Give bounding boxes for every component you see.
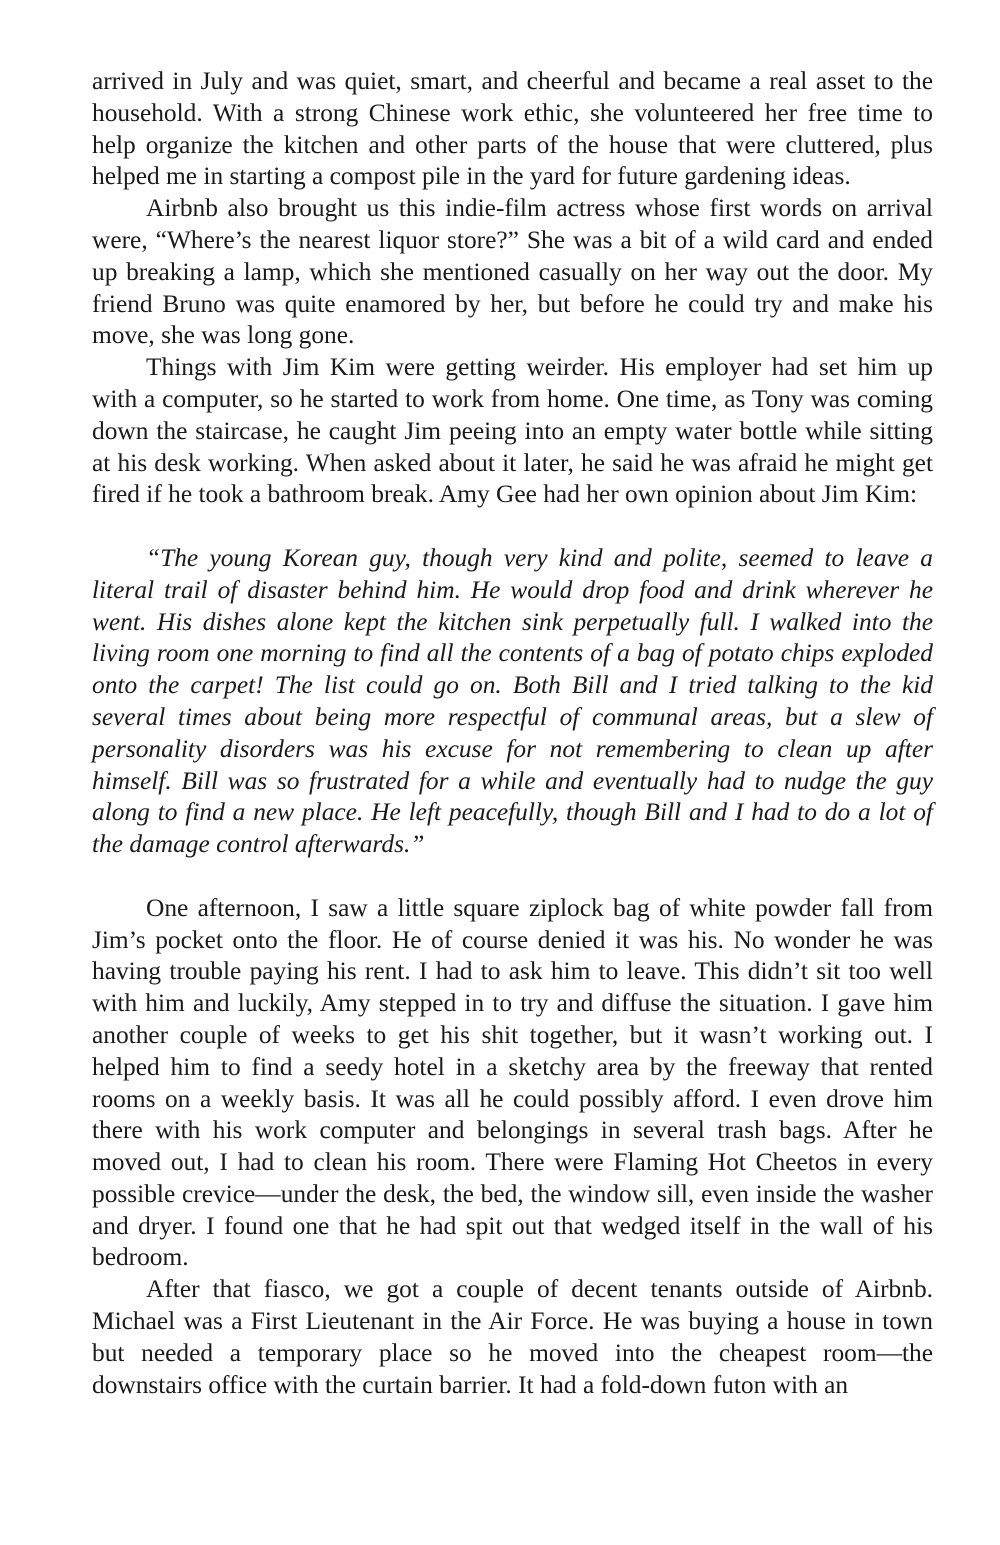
paragraph-jim-kim: Things with Jim Kim were getting weirder. His employer had set him up with a computer, so he started to work from home. One time, as Tony was coming down the staircase, he caught Jim peeing into an empty water bottle while sitting at his desk working. When asked about it later, he said he was afraid he might get fired if he took a bathroom break. Amy Gee had her own opinion about Jim Kim:	[92, 353, 933, 509]
paragraph-continuation: arrived in July and was quiet, smart, and cheerful and became a real asset to the household. With a strong Chinese work ethic, she volunteered her free time to help organize the kitchen and other parts of the house that were cluttered, plus helped me in starting a compost pile in the yard for future gardening ideas.	[92, 67, 933, 191]
paragraph-ziplock-bag: One afternoon, I saw a little square ziplock bag of white powder fall from Jim’s pocket onto the floor. He of course denied it was his. No wonder he was having trouble paying his rent. I had to ask him to leave. This didn’t sit too well with him and luckily, Amy stepped in to try and diffuse the situation. I gave him another couple of weeks to get his shit together, but it wasn’t working out. I helped him to find a seedy hotel in a sketchy area by the freeway that rented rooms on a weekly basis. It was all he could possibly afford. I even drove him there with his work computer and belongings in several trash bags. After he moved out, I had to clean his room. There were Flaming Hot Cheetos in every possible crevice—under the desk, the bed, the window sill, even inside the washer and dryer. I found one that he had spit out that wedged itself in the wall of his bedroom.	[92, 893, 933, 1272]
paragraph-airbnb-actress: Airbnb also brought us this indie-film actress whose first words on arrival were, “Where’s the nearest liquor store?” She was a bit of a wild card and ended up breaking a lamp, which she mentioned casually on her way out the door. My friend Bruno was quite enamored by her, but before he could try and make his move, she was long gone.	[92, 194, 933, 350]
block-quote-amy-gee: “The young Korean guy, though very kind and polite, seemed to leave a literal trail of disaster behind him. He would drop food and drink wherever he went. His dishes alone kept the kitchen sink perpetually full. I walked into the living room one morning to find all the contents of a bag of potato chips exploded onto the carpet! The list could go on. Both Bill and I tried talking to the kid several times about being more respectful of communal areas, but a slew of personality disorders was his excuse for not remembering to clean up after himself. Bill was so frustrated for a while and eventually had to nudge the guy along to find a new place. He left peacefully, though Bill and I had to do a lot of the damage control afterwards.”	[92, 543, 933, 859]
paragraph-new-tenants: After that fiasco, we got a couple of decent tenants outside of Airbnb. Michael was a First Lieutenant in the Air Force. He was buying a house in town but needed a temporary place so he moved into the cheapest room—the downstairs office with the curtain barrier. It had a fold-down futon with an	[92, 1275, 933, 1399]
page-body	[92, 66, 933, 1401]
